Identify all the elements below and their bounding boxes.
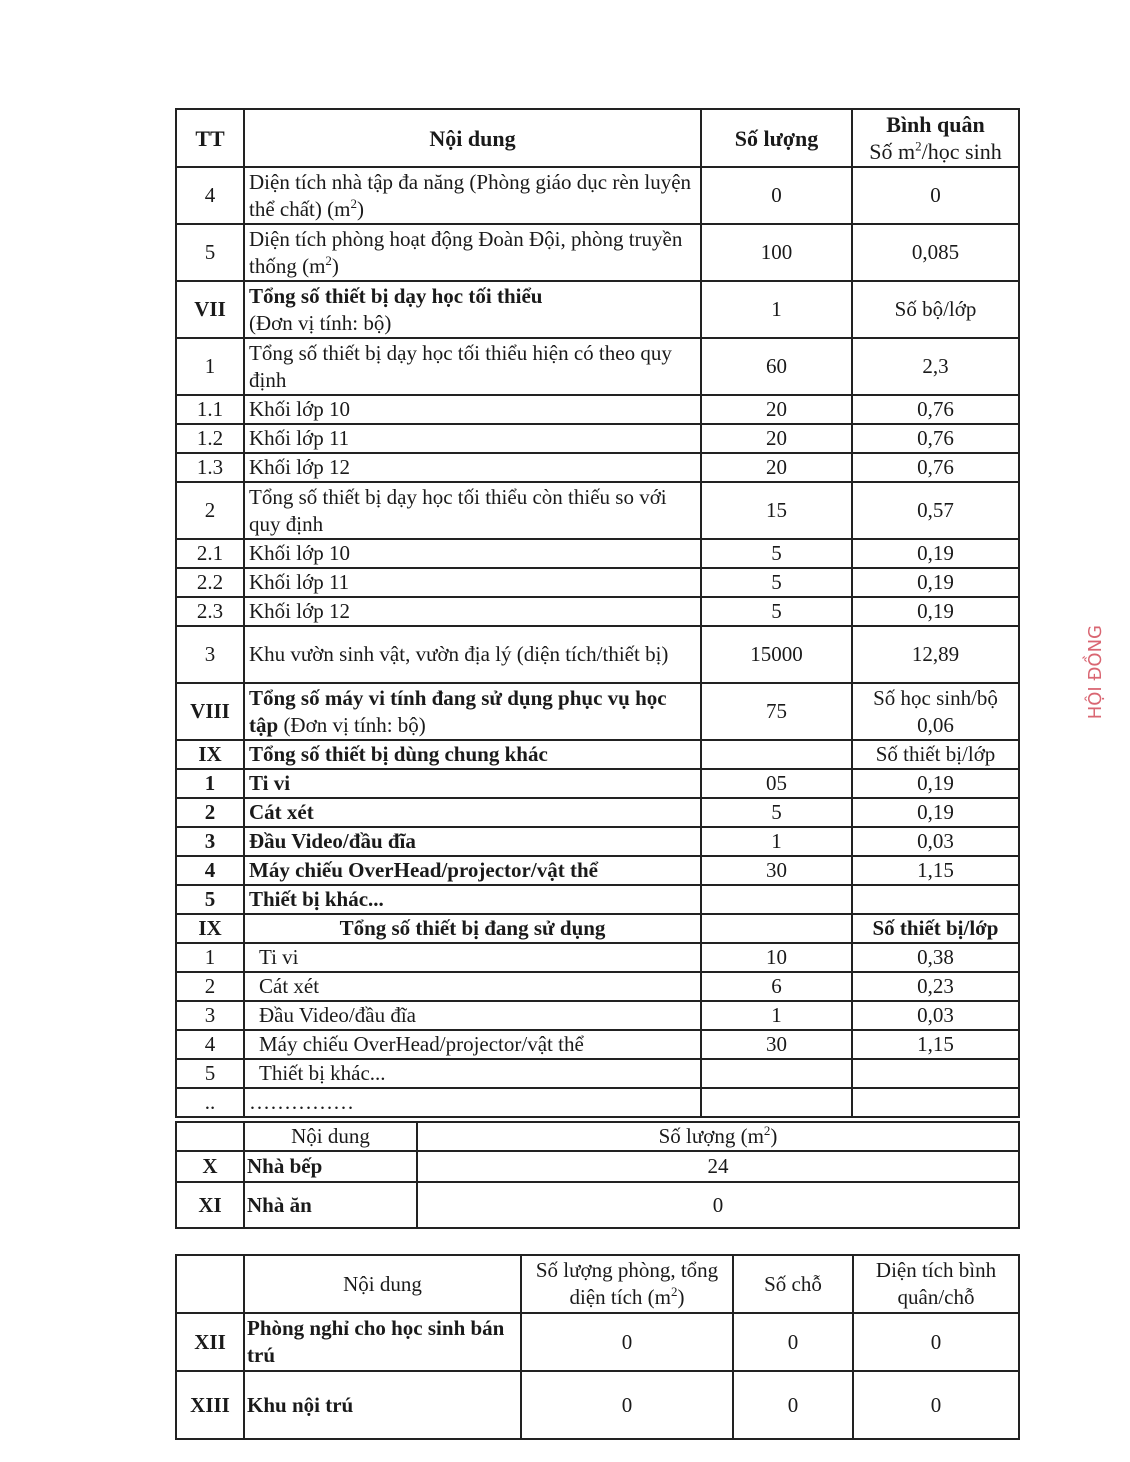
cell-seats: 0 <box>733 1313 853 1371</box>
cell-content: Tổng số thiết bị dạy học tối thiểu hiện có theo quy định <box>244 338 701 395</box>
cell-content: Tổng số thiết bị đang sử dụng <box>244 914 701 943</box>
cell-content: Khối lớp 11 <box>244 568 701 597</box>
content-text: Diện tích phòng hoạt động Đoàn Đội, phòng truyền thống (m <box>249 226 683 278</box>
cell-qty: 15 <box>701 482 852 539</box>
cell-content: Phòng nghỉ cho học sinh bán trú <box>244 1313 521 1371</box>
cell-avg: 0,19 <box>852 798 1019 827</box>
cell-tt: 4 <box>176 167 244 224</box>
table-row <box>176 914 1019 943</box>
cell-content: Máy chiếu OverHead/projector/vật thể <box>244 1030 701 1059</box>
cell-qty: 1 <box>701 281 852 338</box>
header-content: Nội dung <box>244 1255 521 1313</box>
table-row <box>176 597 1019 626</box>
cell-qty: 5 <box>701 568 852 597</box>
cell-qty: 75 <box>701 683 852 740</box>
cell-content: Thiết bị khác... <box>244 1059 701 1088</box>
cell-avg: Số học sinh/bộ 0,06 <box>852 683 1019 740</box>
table-row <box>176 1151 1019 1182</box>
cell-tt: 1.2 <box>176 424 244 453</box>
table-row <box>176 827 1019 856</box>
header-tt: TT <box>176 109 244 167</box>
cell-avg: 1,15 <box>852 856 1019 885</box>
red-stamp-mark: HỘI ĐỒNG <box>1085 625 1106 720</box>
header-qty-pre: Số lượng (m <box>658 1124 764 1148</box>
header-avg-line2-post: /học sinh <box>921 139 1002 164</box>
header-avg: Diện tích bình quân/chỗ <box>853 1255 1019 1313</box>
header-content: Nội dung <box>244 109 701 167</box>
cell-tt: 2 <box>176 482 244 539</box>
header-qty-post: ) <box>770 1124 778 1148</box>
cell-qty: 1 <box>701 827 852 856</box>
content-sup: 2 <box>325 252 332 268</box>
table-row <box>176 856 1019 885</box>
cell-qty: 24 <box>417 1151 1019 1182</box>
table-row <box>176 453 1019 482</box>
cell-avg: 0,76 <box>852 395 1019 424</box>
table-row <box>176 1059 1019 1088</box>
table-row <box>176 683 1019 740</box>
content-note: (Đơn vị tính: bộ) <box>283 712 426 737</box>
header-seats: Số chỗ <box>733 1255 853 1313</box>
header-qty: Số lượng <box>701 109 852 167</box>
table-row <box>176 972 1019 1001</box>
cell-tt: IX <box>176 740 244 769</box>
header-content: Nội dung <box>244 1122 417 1151</box>
kitchen-table <box>175 1121 1020 1229</box>
cell-tt: VII <box>176 281 244 338</box>
cell-content: Tổng số thiết bị dùng chung khác <box>244 740 701 769</box>
cell-content: Nhà bếp <box>244 1151 417 1182</box>
table-row <box>176 943 1019 972</box>
cell-content: Tổng số thiết bị dạy học tối thiểu còn thiếu so với quy định <box>244 482 701 539</box>
header-rooms-pre: Số lượng phòng, tổng diện tích (m <box>535 1258 719 1309</box>
cell-content: Khu vườn sinh vật, vườn địa lý (diện tích/thiết bị) <box>244 626 701 683</box>
table-header-row <box>176 1122 1019 1151</box>
cell-tt: 5 <box>176 224 244 281</box>
cell-tt: 2.2 <box>176 568 244 597</box>
cell-avg: 0,57 <box>852 482 1019 539</box>
table-row <box>176 395 1019 424</box>
cell-content: Cát xét <box>244 798 701 827</box>
cell-avg: 0 <box>853 1313 1019 1371</box>
table-row <box>176 281 1019 338</box>
cell-avg <box>852 1088 1019 1117</box>
header-avg-line2-pre: Số m <box>869 139 916 164</box>
header-rooms-sup: 2 <box>670 1284 678 1299</box>
cell-qty: 5 <box>701 539 852 568</box>
content-text-post: ) <box>331 253 339 278</box>
table-row <box>176 424 1019 453</box>
table-row <box>176 224 1019 281</box>
header-avg <box>852 109 1019 167</box>
header-qty <box>417 1122 1019 1151</box>
cell-tt: 1 <box>176 769 244 798</box>
cell-tt: 3 <box>176 827 244 856</box>
cell-avg: 1,15 <box>852 1030 1019 1059</box>
table-row <box>176 740 1019 769</box>
cell-avg: 0,76 <box>852 453 1019 482</box>
cell-tt: 1.1 <box>176 395 244 424</box>
table-row <box>176 167 1019 224</box>
cell-qty: 0 <box>417 1182 1019 1228</box>
table-row <box>176 626 1019 683</box>
cell-content: Ti vi <box>244 769 701 798</box>
header-avg-line1: Bình quân <box>886 112 985 137</box>
cell-content: Ti vi <box>244 943 701 972</box>
cell-qty: 20 <box>701 453 852 482</box>
cell-qty: 30 <box>701 856 852 885</box>
cell-qty: 6 <box>701 972 852 1001</box>
cell-tt: 2.3 <box>176 597 244 626</box>
cell-content: Máy chiếu OverHead/projector/vật thể <box>244 856 701 885</box>
cell-tt: 3 <box>176 1001 244 1030</box>
cell-qty: 0 <box>701 167 852 224</box>
cell-tt: 1.3 <box>176 453 244 482</box>
cell-tt: XII <box>176 1313 244 1371</box>
cell-content: Khối lớp 12 <box>244 453 701 482</box>
cell-qty: 30 <box>701 1030 852 1059</box>
cell-tt: 5 <box>176 1059 244 1088</box>
cell-rooms: 0 <box>521 1313 733 1371</box>
cell-content: Đầu Video/đầu đĩa <box>244 1001 701 1030</box>
cell-qty <box>701 914 852 943</box>
header-tt-empty <box>176 1255 244 1313</box>
cell-tt: 2 <box>176 972 244 1001</box>
table-row <box>176 1371 1019 1439</box>
table-row <box>176 568 1019 597</box>
cell-qty: 5 <box>701 798 852 827</box>
cell-content <box>244 167 701 224</box>
cell-tt: 2 <box>176 798 244 827</box>
cell-qty <box>701 740 852 769</box>
cell-qty: 100 <box>701 224 852 281</box>
cell-avg: Số thiết bị/lớp <box>852 914 1019 943</box>
cell-content: Khối lớp 11 <box>244 424 701 453</box>
cell-tt: 1 <box>176 338 244 395</box>
cell-avg: 0,38 <box>852 943 1019 972</box>
table-row <box>176 885 1019 914</box>
cell-content: Khối lớp 12 <box>244 597 701 626</box>
cell-qty: 60 <box>701 338 852 395</box>
table-header-row <box>176 1255 1019 1313</box>
content-bold: Tổng số thiết bị dạy học tối thiểu <box>249 283 543 308</box>
cell-tt: VIII <box>176 683 244 740</box>
cell-avg: 12,89 <box>852 626 1019 683</box>
cell-qty: 10 <box>701 943 852 972</box>
content-sup: 2 <box>350 195 357 211</box>
content-note: (Đơn vị tính: bộ) <box>249 310 392 335</box>
cell-tt: .. <box>176 1088 244 1117</box>
cell-qty: 1 <box>701 1001 852 1030</box>
content-bold: Tổng số máy vi tính đang sử dụng phục vụ học tập <box>249 685 667 737</box>
cell-avg: Số thiết bị/lớp <box>852 740 1019 769</box>
table-row <box>176 338 1019 395</box>
cell-avg: 0,19 <box>852 769 1019 798</box>
cell-content: Cát xét <box>244 972 701 1001</box>
cell-content: Thiết bị khác... <box>244 885 701 914</box>
table-row <box>176 798 1019 827</box>
cell-qty: 05 <box>701 769 852 798</box>
cell-qty <box>701 885 852 914</box>
cell-avg: 0,19 <box>852 568 1019 597</box>
header-rooms <box>521 1255 733 1313</box>
cell-avg: 0 <box>853 1371 1019 1439</box>
cell-rooms: 0 <box>521 1371 733 1439</box>
content-text: Diện tích nhà tập đa năng (Phòng giáo dục rèn luyện thể chất) (m <box>249 169 692 221</box>
cell-avg: Số bộ/lớp <box>852 281 1019 338</box>
cell-avg: 0,23 <box>852 972 1019 1001</box>
content-text-post: ) <box>356 196 364 221</box>
cell-content: Khối lớp 10 <box>244 395 701 424</box>
cell-seats: 0 <box>733 1371 853 1439</box>
cell-tt: 3 <box>176 626 244 683</box>
cell-tt: XI <box>176 1182 244 1228</box>
cell-avg: 0,03 <box>852 1001 1019 1030</box>
equipment-table <box>175 108 1020 1118</box>
cell-avg: 2,3 <box>852 338 1019 395</box>
cell-avg <box>852 885 1019 914</box>
header-rooms-post: ) <box>677 1285 685 1309</box>
cell-content <box>244 224 701 281</box>
cell-avg: 0 <box>852 167 1019 224</box>
cell-avg: 0,03 <box>852 827 1019 856</box>
cell-tt: 4 <box>176 856 244 885</box>
cell-tt: XIII <box>176 1371 244 1439</box>
table-row <box>176 1001 1019 1030</box>
cell-tt: IX <box>176 914 244 943</box>
cell-content <box>244 683 701 740</box>
cell-qty: 5 <box>701 597 852 626</box>
cell-qty: 20 <box>701 395 852 424</box>
cell-qty: 15000 <box>701 626 852 683</box>
cell-avg <box>852 1059 1019 1088</box>
cell-content <box>244 281 701 338</box>
table-header-row <box>176 109 1019 167</box>
table-row <box>176 1088 1019 1117</box>
table-row <box>176 482 1019 539</box>
header-tt-empty <box>176 1122 244 1151</box>
cell-tt: 2.1 <box>176 539 244 568</box>
cell-content: Khối lớp 10 <box>244 539 701 568</box>
cell-tt: 5 <box>176 885 244 914</box>
header-qty-sup: 2 <box>763 1123 771 1138</box>
table-row <box>176 769 1019 798</box>
cell-avg: 0,76 <box>852 424 1019 453</box>
boarding-table <box>175 1254 1020 1440</box>
cell-qty: 20 <box>701 424 852 453</box>
table-row <box>176 539 1019 568</box>
cell-content: Đầu Video/đầu đĩa <box>244 827 701 856</box>
table-row <box>176 1030 1019 1059</box>
cell-qty <box>701 1059 852 1088</box>
cell-tt: 1 <box>176 943 244 972</box>
header-avg-sup: 2 <box>915 138 922 154</box>
table-row <box>176 1313 1019 1371</box>
cell-avg: 0,085 <box>852 224 1019 281</box>
cell-qty <box>701 1088 852 1117</box>
cell-tt: X <box>176 1151 244 1182</box>
cell-avg: 0,19 <box>852 597 1019 626</box>
cell-content: …………… <box>244 1088 701 1117</box>
cell-content: Nhà ăn <box>244 1182 417 1228</box>
table-row <box>176 1182 1019 1228</box>
cell-tt: 4 <box>176 1030 244 1059</box>
cell-avg: 0,19 <box>852 539 1019 568</box>
cell-content: Khu nội trú <box>244 1371 521 1439</box>
